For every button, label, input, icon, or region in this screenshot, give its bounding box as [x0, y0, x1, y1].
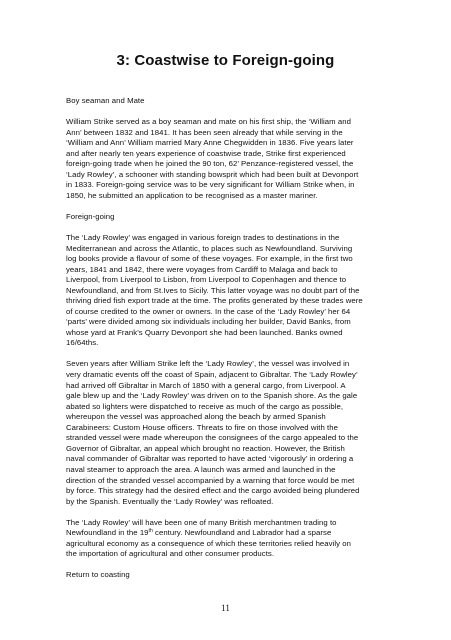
text-line: very dramatic events off the coast of Spain, adjacent to Gibraltar. The ‘Lady Rowley’ — [66, 370, 358, 380]
text-line: by force. This strategy had the desired effect and the cargo avoided being plundered — [66, 486, 360, 496]
text-line: and after nearly ten years experience of coastwise trade, Strike first experienced — [66, 148, 346, 158]
text-line: The ‘Lady Rowley’ was engaged in various foreign trades to destinations in the — [66, 232, 340, 242]
text-line: ‘parts’ were divided among six individuals including her builder, David Banks, from — [66, 317, 351, 327]
text-line: thriving dried fish export trade at the time. The profits generated by these trades were — [66, 296, 363, 306]
text-line: stranded vessel were made whereupon the consignees of the cargo appealed to the — [66, 433, 359, 443]
section-heading: Return to coasting — [66, 570, 130, 580]
text-line: log books provide a flavour of some of these voyages. For example, in the first two — [66, 254, 353, 264]
text-line: Mediterranean and across the Atlantic, to places such as Newfoundland. Surviving — [66, 243, 353, 253]
text-line: had arrived off Gibraltar in March of 1850 with a general cargo, from Liverpool. A — [66, 380, 346, 390]
text-line: William Strike served as a boy seaman and mate on his first ship, the ‘William and — [66, 117, 351, 127]
chapter-title: 3: Coastwise to Foreign-going — [116, 52, 335, 69]
text-segment: century. Newfoundland and Labrador had a sparse — [152, 528, 332, 538]
paragraph — [66, 518, 388, 560]
text-line: in 1833. Foreign-going service was to be very significant for William Strike when, in — [66, 180, 355, 190]
text-line: by the Spanish. Eventually the ‘Lady Rowley’ was refloated. — [66, 496, 274, 506]
text-line: agricultural economy as a consequence of which these territories relied heavily on — [66, 538, 351, 548]
text-line: years, 1841 and 1842, there were voyages from Cardiff to Malaga and back to — [66, 264, 338, 274]
text-line: 1850, he submitted an application to be recognised as a master mariner. — [66, 190, 318, 200]
text-line: ‘William and Ann’ William married Mary Anne Chegwidden in 1836. Five years later — [66, 138, 354, 148]
text-line: Ann’ between 1832 and 1841. It has been seen already that while serving in the — [66, 127, 343, 137]
page-number: 11 — [221, 603, 230, 613]
text-line: foreign-going trade when he joined the 90 ton, 62’ Penzance-registered vessel, the — [66, 159, 354, 169]
text-segment: Newfoundland in the 19 — [66, 528, 149, 538]
text-line: Liverpool, from Liverpool to Lisbon, from Liverpool to Copenhagen and thence to — [66, 275, 347, 285]
paragraph — [66, 233, 388, 349]
text-line: the importation of agricultural and other consumer products. — [66, 549, 275, 559]
text-line: Seven years after William Strike left the ‘Lady Rowley’, the vessel was involved in — [66, 359, 350, 369]
text-line: naval commander of Gibraltar was reported to have acted ‘vigorously’ in ordering a — [66, 454, 354, 464]
text-line: 16/64ths. — [66, 338, 99, 348]
paragraph — [66, 359, 388, 507]
text-line: direction of the stranded vessel accompanied by a warning that force would be met — [66, 475, 355, 485]
text-line: whereupon the vessel was approached along the beach by armed Spanish — [66, 412, 326, 422]
text-line: Governor of Gibraltar, an appeal which brought no reaction. However, the British — [66, 443, 345, 453]
text-line: Carabineers: Custom House officers. Threats to fire on those involved with the — [66, 422, 338, 432]
text-line: The ‘Lady Rowley’ will have been one of many British merchantmen trading to — [66, 517, 337, 527]
text-line — [66, 528, 388, 539]
paragraph — [66, 117, 388, 201]
text-line: naval steamer to approach the area. A launch was armed and launched in the — [66, 464, 336, 474]
body-text — [66, 96, 388, 581]
text-line: abated so lighters were dispatched to receive as much of the cargo as possible, — [66, 401, 344, 411]
section-heading: Foreign-going — [66, 211, 115, 221]
text-line: whose yard at Frank’s Quarry Devonport she had been launched. Banks owned — [66, 327, 343, 337]
text-line: of course credited to the owner or owners. In the case of the ‘Lady Rowley’ her 64 — [66, 306, 351, 316]
text-line: Newfoundland, and from St.Ives to Sicily. This latter voyage was no doubt part of the — [66, 285, 360, 295]
ordinal-superscript: th — [148, 528, 153, 535]
text-line: ‘Lady Rowley’, a schooner with standing bowsprit which had been built at Devonport — [66, 169, 359, 179]
text-line: gale blew up and the ‘Lady Rowley’ was driven on to the Spanish shore. As the gale — [66, 391, 358, 401]
section-heading: Boy seaman and Mate — [66, 96, 145, 105]
